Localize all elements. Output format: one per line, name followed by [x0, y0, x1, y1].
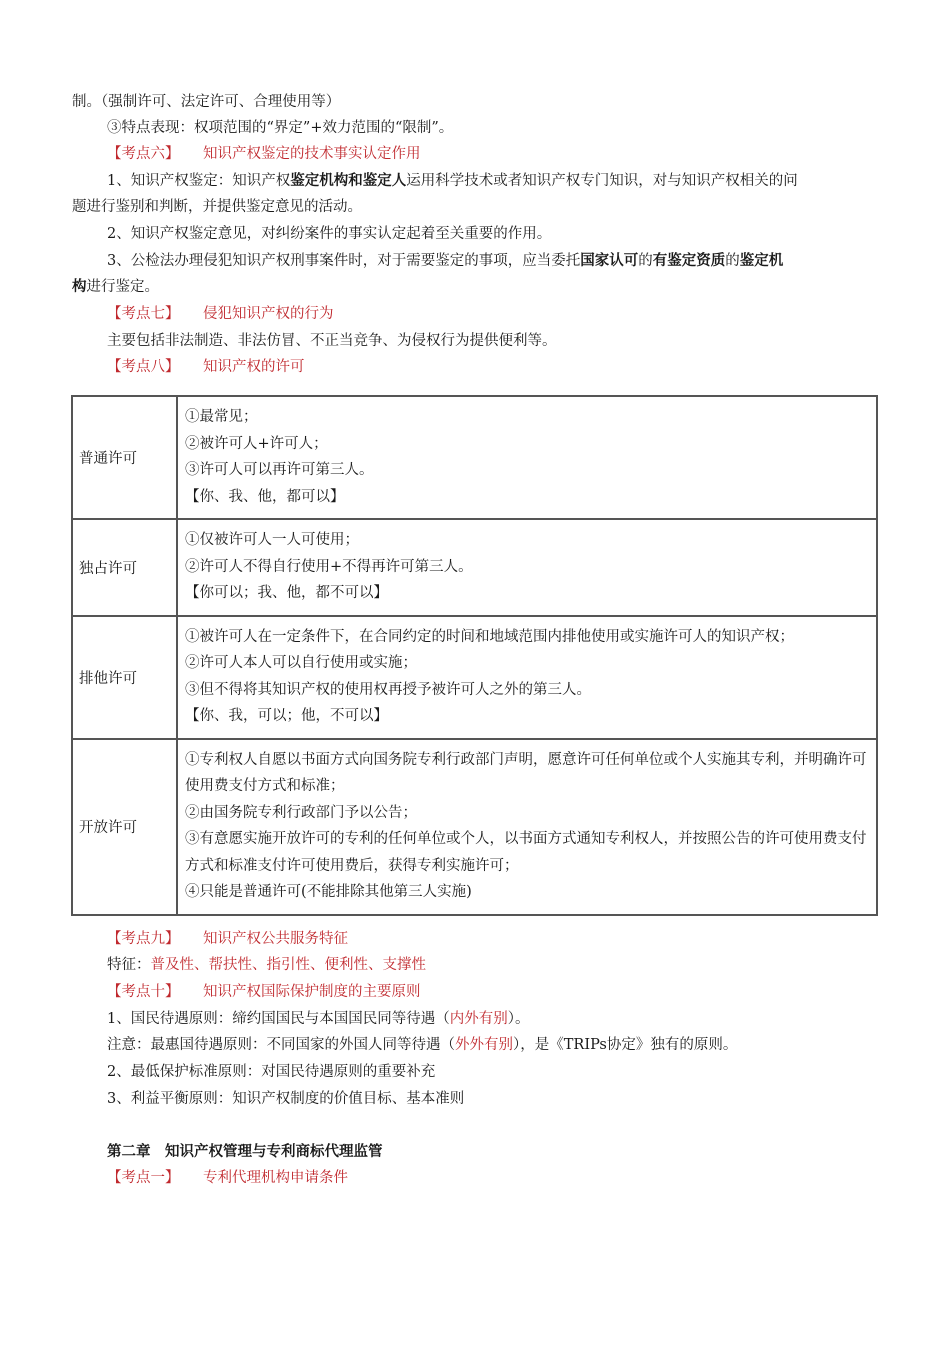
section-title: 专利代理机构申请条件: [203, 1170, 348, 1186]
paragraph-text: 1、知识产权鉴定：知识产权鉴定机构和鉴定人运用科学技术或者知识产权专门知识，对与知识产权相关的问: [107, 172, 798, 189]
section-tag: 【考点八】: [107, 359, 180, 375]
paragraph-text: 特征：普及性、帮扶性、指引性、便利性、支撑性: [107, 957, 426, 973]
paragraph-text: 构进行鉴定。: [72, 278, 159, 295]
paragraph-text: 2、知识产权鉴定意见，对纠纷案件的事实认定起着至关重要的作用。: [107, 226, 552, 242]
section-tag: 【考点七】: [107, 306, 180, 322]
table-row: [72, 616, 877, 739]
license-table: [71, 395, 878, 916]
section-tag: 【考点一】: [107, 1170, 180, 1186]
paragraph-text: 主要包括非法制造、非法仿冒、不正当竞争、为侵权行为提供便利等。: [107, 333, 557, 349]
section-tag: 【考点九】: [107, 931, 180, 947]
section-heading: [107, 982, 421, 1002]
paragraph-text: 注意：最惠国待遇原则：不同国家的外国人同等待遇（外外有别），是《TRIPs协定》独有的原则。: [107, 1037, 738, 1053]
section-heading: [107, 357, 305, 377]
license-desc-cell: ①仅被许可人一人可使用； ②许可人不得自行使用+不得再许可第三人。 【你可以；我、他，都不可以】: [177, 519, 877, 616]
paragraph-text: 2、最低保护标准原则：对国民待遇原则的重要补充: [107, 1064, 436, 1080]
paragraph-text: 3、利益平衡原则：知识产权制度的价值目标、基本准则: [107, 1091, 465, 1107]
section-heading: [107, 1168, 348, 1188]
license-desc-cell: ①被许可人在一定条件下，在合同约定的时间和地域范围内排他使用或实施许可人的知识产权； ②许可人本人可以自行使用或实施； ③但不得将其知识产权的使用权再授予被许可人之外的第三人。 【你、我，可以；他，不可以】: [177, 616, 877, 739]
section-title: 侵犯知识产权的行为: [203, 306, 334, 322]
paragraph-text: ③特点表现：权项范围的“界定”+效力范围的“限制”。: [107, 120, 454, 136]
section-title: 知识产权国际保护制度的主要原则: [203, 984, 421, 1000]
section-heading: [107, 144, 421, 164]
section-title: 知识产权的许可: [203, 359, 305, 375]
license-type-cell: 独占许可: [72, 519, 177, 616]
paragraph-text: 1、国民待遇原则：缔约国国民与本国国民同等待遇（内外有别）。: [107, 1011, 530, 1027]
license-desc-cell: ①专利权人自愿以书面方式向国务院专利行政部门声明，愿意许可任何单位或个人实施其专利，并明确许可使用费支付方式和标准； ②由国务院专利行政部门予以公告； ③有意愿实施开放许可的专利的任何单位或个人，以书面方式通知专利权人，并按照公告的许可使用费支付方式和标准支付许可使用费后，获得专利实施许可； ④只能是普通许可(不能排除其他第三人实施): [177, 739, 877, 915]
section-heading: [107, 929, 348, 949]
paragraph-text: 制。（强制许可、法定许可、合理使用等）: [72, 94, 341, 110]
license-type-cell: 普通许可: [72, 396, 177, 519]
table-row: [72, 519, 877, 616]
section-heading: [107, 304, 334, 324]
section-tag: 【考点十】: [107, 984, 180, 1000]
table-row: [72, 396, 877, 519]
license-type-cell: 排他许可: [72, 616, 177, 739]
chapter-title: 第二章 知识产权管理与专利商标代理监管: [107, 1143, 383, 1160]
table-row: [72, 739, 877, 915]
paragraph-text: 3、公检法办理侵犯知识产权刑事案件时，对于需要鉴定的事项，应当委托国家认可的有鉴定资质的鉴定机: [107, 252, 784, 269]
license-type-cell: 开放许可: [72, 739, 177, 915]
license-desc-cell: ①最常见； ②被许可人+许可人； ③许可人可以再许可第三人。 【你、我、他，都可以】: [177, 396, 877, 519]
section-tag: 【考点六】: [107, 146, 180, 162]
section-title: 知识产权公共服务特征: [203, 931, 348, 947]
section-title: 知识产权鉴定的技术事实认定作用: [203, 146, 421, 162]
paragraph-text: 题进行鉴别和判断，并提供鉴定意见的活动。: [72, 199, 362, 215]
